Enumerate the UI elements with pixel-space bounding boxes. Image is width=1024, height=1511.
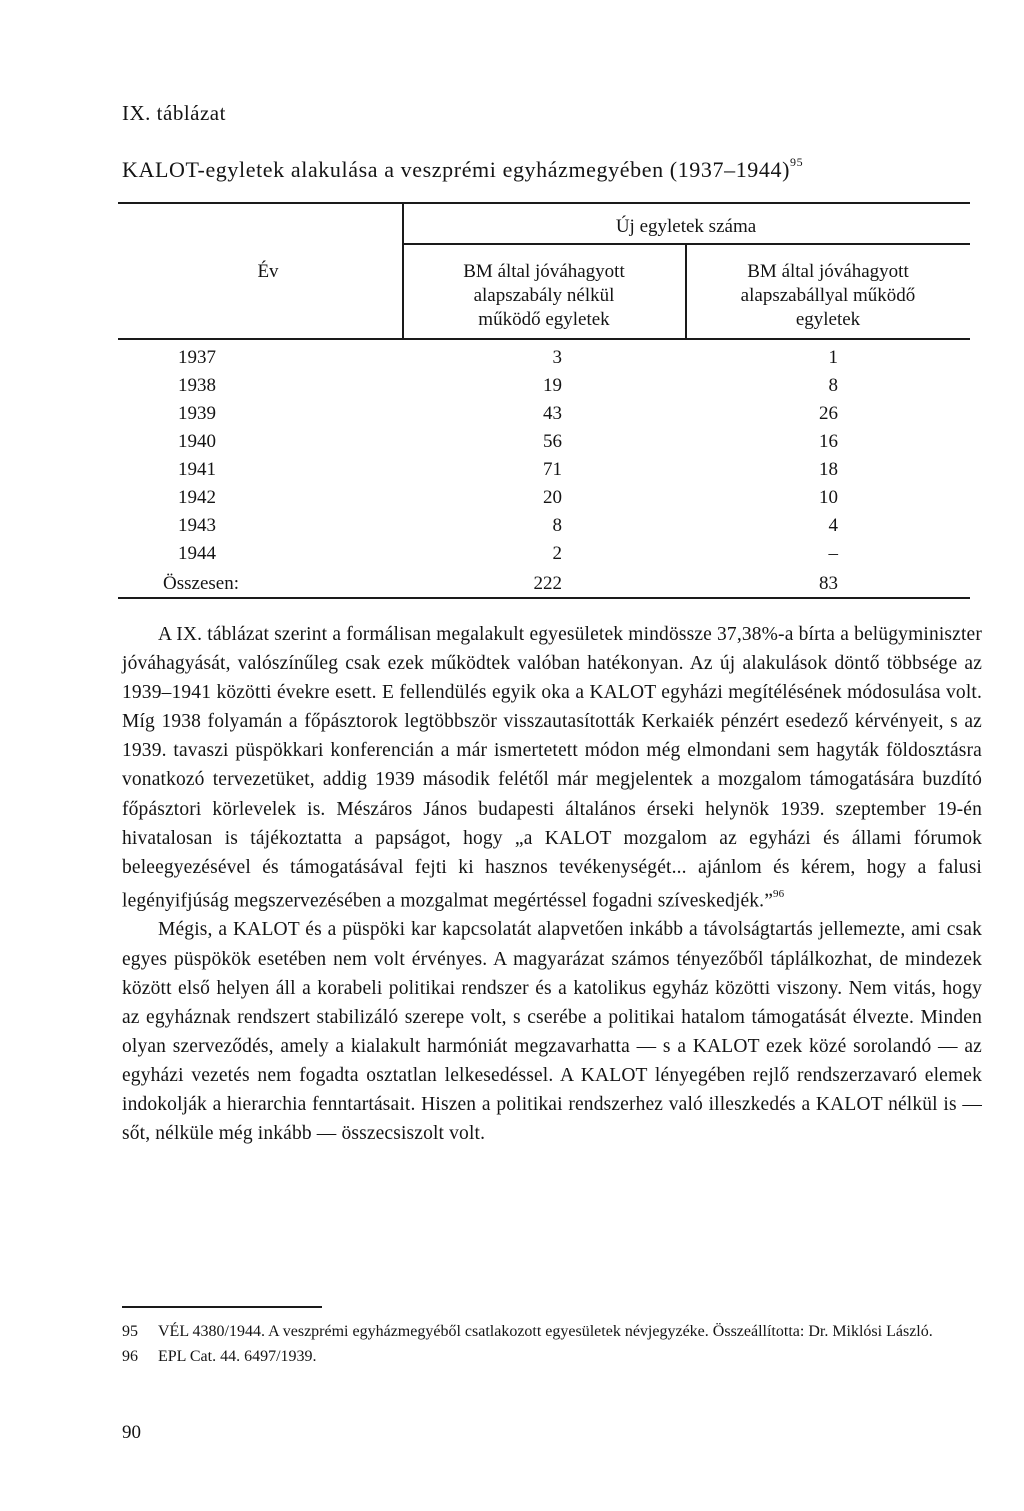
- table-label: IX. táblázat: [122, 101, 226, 125]
- row-with: 1: [828, 347, 838, 368]
- row-without: 71: [543, 459, 562, 480]
- total-label: Összesen:: [163, 573, 239, 594]
- row-year: 1941: [178, 459, 216, 480]
- footnote-95: [122, 1319, 982, 1344]
- row-year: 1940: [178, 431, 216, 452]
- col-with-header-line: alapszabállyal működő: [740, 285, 916, 306]
- row-with: 10: [819, 487, 838, 508]
- col-without-header-line: működő egyletek: [478, 309, 610, 330]
- row-year: 1937: [178, 347, 216, 368]
- paragraph-text: A IX. táblázat szerint a formálisan megalakult egyesületek mindössze 37,38%-a bírta a belügyminiszter jóváhagyását, valószínűleg csak ezek működtek valóban hatékonyan. Az új alakulások döntő többsége az 1939–1941 közötti évekre esett. E fellendülés egyik oka a KALOT egyházi megítélésének módosulása volt. Míg 1938 folyamán a főpásztorok legtöbbször visszautasították Kerkaiék pénzért esedező kérvényeit, s az 1939. tavaszi püspökkari konferencián a már ismertetett módon még elmondani sem hagyták földosztásra vonatkozó tervezetüket, addig 1939 második felétől már megjelentek a mozgalom támogatására buzdító főpásztori körlevelek is. Mészáros János budapesti általános érseki helynök 1939. szeptember 19-én hivatalosan is tájékoztatta a papságot, hogy „a KALOT mozgalom az egyházi és állami fórumok beleegyezésével és támogatásával fejti ki hasznos tevékenységét... ajánlom és kérem, hogy a falusi legényifjúság megszervezésében a mozgalmat megértéssel fogadni szíveskedjék.”: [122, 624, 982, 912]
- table-title-text: KALOT-egyletek alakulása a veszprémi egyházmegyében (1937–1944): [122, 157, 791, 182]
- footnotes: [122, 1319, 982, 1369]
- table-bottom-rule: [118, 597, 970, 599]
- row-without: 2: [552, 543, 562, 564]
- row-without: 19: [543, 375, 562, 396]
- row-with: 18: [819, 459, 838, 480]
- row-year: 1943: [178, 515, 216, 536]
- paragraph: Mégis, a KALOT és a püspöki kar kapcsolatát alapvetően inkább a távolságtartás jellemezte, ami csak egyes püspökök esetében nem volt érvényes. A magyarázat számos tényezőből táplálkozhat, de mindezek között első helyen áll a korabeli politikai rendszer és a katolikus egyház közötti viszony. Nem vitás, hogy az egyháznak rendszert stabilizáló szerepe volt, s cserébe a politikai hatalom támogatását élvezte. Minden olyan szerveződés, amely a kialakult harmóniát megzavarhatta — s a KALOT ezek közé sorolandó — az egyházi vezetés nem fogadta osztatlan lelkesedéssel. A KALOT lényegében rejlő rendszerzavaró elemek indokolják a hierarchia fenntartásait. Hiszen a politikai rendszerhez való illeszkedés a KALOT nélkül is — sőt, nélküle még inkább — összecsiszolt volt.: [122, 919, 982, 1145]
- col-without-header-line: BM által jóváhagyott: [463, 261, 625, 282]
- group-header: Új egyletek száma: [615, 216, 757, 237]
- row-without: 8: [552, 515, 562, 536]
- row-without: 43: [543, 403, 562, 424]
- paragraph: [122, 620, 982, 915]
- col-with-header: [686, 260, 970, 332]
- footnote-number: 95: [122, 1323, 138, 1340]
- footnote-ref-95[interactable]: 95: [790, 154, 804, 169]
- col-with-header-line: BM által jóváhagyott: [747, 261, 909, 282]
- footnote-text: EPL Cat. 44. 6497/1939.: [158, 1348, 317, 1365]
- col-with-header-line: egyletek: [795, 309, 861, 330]
- row-without: 20: [543, 487, 562, 508]
- table-title: [122, 154, 804, 183]
- row-with: 26: [819, 403, 838, 424]
- row-with: –: [828, 543, 838, 564]
- page-number: 90: [122, 1422, 141, 1443]
- row-year: 1944: [178, 543, 216, 564]
- footnote-text: VÉL 4380/1944. A veszprémi egyházmegyéből csatlakozott egyesületek névjegyzéke. Összeállította: Dr. Miklósi László.: [158, 1323, 933, 1340]
- row-year: 1942: [178, 487, 216, 508]
- table-top-rule: [118, 202, 970, 204]
- total-without: 222: [533, 573, 562, 594]
- row-year: 1938: [178, 375, 216, 396]
- total-with: 83: [819, 573, 838, 594]
- row-year: 1939: [178, 403, 216, 424]
- table-header-rule: [118, 338, 970, 340]
- row-with: 8: [828, 375, 838, 396]
- row-without: 3: [552, 347, 562, 368]
- footnote-separator: [122, 1306, 322, 1308]
- col-without-header-line: alapszabály nélkül: [473, 285, 615, 306]
- body-text: [122, 620, 982, 1148]
- row-with: 16: [819, 431, 838, 452]
- col-without-header: [402, 260, 686, 332]
- row-without: 56: [543, 431, 562, 452]
- footnote-96: [122, 1344, 982, 1369]
- footnote-ref-96[interactable]: 96: [773, 887, 785, 900]
- year-column-header: Év: [257, 261, 279, 282]
- footnote-number: 96: [122, 1348, 138, 1365]
- row-with: 4: [828, 515, 838, 536]
